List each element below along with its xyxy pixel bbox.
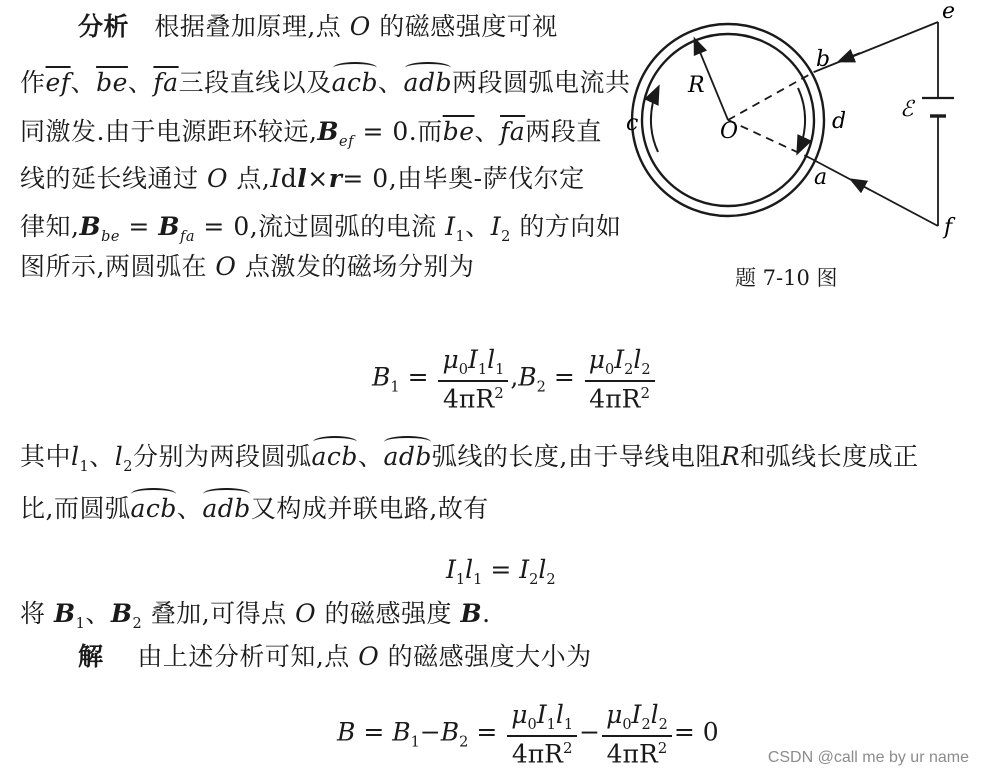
arc-acb: acb	[312, 440, 358, 474]
figure-caption: 题 7-10 图	[735, 266, 838, 290]
subscript-2: 2	[536, 379, 546, 396]
analysis-line-2	[20, 66, 630, 100]
dashed-line-oa	[728, 120, 810, 158]
point-o: O	[349, 12, 371, 41]
separator: 、	[176, 494, 203, 523]
analysis-line-1	[78, 10, 558, 44]
text-fragment: 两段直	[525, 117, 602, 146]
current-symbol: I	[445, 212, 456, 241]
subscript-1: 1	[455, 229, 466, 245]
segment-be: $\overline{be}$	[96, 68, 128, 97]
text-fragment: 三段直线以及	[178, 68, 332, 97]
text-fragment: 和弧线长度成正	[740, 442, 919, 471]
text-fragment: 作	[20, 68, 46, 97]
subscript-1: 1	[75, 616, 86, 632]
text-fragment: 根据叠加原理,点	[154, 12, 342, 41]
subscript-fa: fa	[179, 229, 195, 245]
label-e: e	[942, 0, 956, 24]
analysis-line-6	[20, 250, 474, 284]
b-symbol: B	[79, 212, 102, 241]
para2-line-1	[20, 440, 919, 484]
text-fragment: d	[280, 164, 298, 193]
subscript-1: 1	[79, 459, 90, 475]
label-b: b	[816, 47, 831, 72]
arc-adb: adb	[404, 66, 452, 100]
l-symbol: l	[114, 442, 124, 471]
vector-l: l	[297, 164, 308, 193]
segment-be: $\overline{be}$	[442, 117, 475, 146]
cross-sign: ×	[307, 164, 329, 193]
separator: 、	[89, 442, 115, 471]
text-fragment: 线的延长线通过	[20, 164, 199, 193]
segment-fa: $\overline{fa}$	[153, 68, 179, 97]
arc-adb: adb	[202, 492, 250, 526]
subscript-ef: ef	[339, 134, 354, 150]
point-o: O	[358, 642, 380, 671]
equation-b-total: $B = B_1-B_2$ = $\frac{\mu_0I_1l_1}{4\pi R^2}$ − $\frac{\mu_0I_2l_2}{4\pi R^2}$ = 0	[337, 700, 719, 769]
solution-heading: 解	[78, 642, 104, 671]
analysis-line-3	[20, 115, 602, 159]
separator: 、	[70, 68, 97, 97]
current-symbol: I	[270, 164, 281, 193]
wire-be	[814, 22, 938, 72]
vector-r: r	[328, 164, 343, 193]
separator: 、	[378, 68, 404, 97]
text-fragment: 其中	[20, 442, 72, 471]
label-d: d	[832, 109, 847, 134]
text-fragment: 的磁感强度可视	[379, 12, 558, 41]
equation-i1l1-i2l2: $I_1l_1 = I_2l_2$	[446, 555, 556, 588]
separator: 、	[357, 442, 384, 471]
text-fragment: = 0.而	[362, 117, 443, 146]
label-c: c	[626, 111, 639, 136]
fraction: $\frac{\mu_0I_2l_2}{4\pi R^2}$	[602, 700, 672, 768]
b-symbol: B	[317, 117, 340, 146]
arc-acb: acb	[332, 66, 378, 100]
subscript-be: be	[101, 229, 120, 245]
b-symbol: B	[53, 599, 76, 628]
fraction: $\frac{\mu_0I_1l_1}{4\pi R^2}$	[438, 345, 508, 413]
text-fragment: 点激发的磁场分别为	[244, 252, 475, 281]
text-fragment: 又构成并联电路,故有	[250, 494, 489, 523]
text-fragment: 点,	[236, 164, 271, 193]
text-fragment: 由上述分析可知,点	[137, 642, 350, 671]
label-r: R	[688, 73, 705, 98]
para2-line-2	[20, 492, 489, 526]
text-fragment: 的磁感强度	[324, 599, 453, 628]
b-symbol: B	[460, 599, 483, 628]
arc-acb: acb	[130, 492, 176, 526]
para3-line	[20, 597, 491, 641]
segment-fa: $\overline{fa}$	[500, 117, 526, 146]
text-fragment: 图所示,两圆弧在	[20, 252, 207, 281]
text-fragment: 将	[20, 599, 46, 628]
arc-current-arrow	[651, 88, 658, 152]
label-emf: ℰ	[900, 97, 914, 122]
text-fragment: 叠加,可得点	[150, 599, 287, 628]
arc-current-arrow	[798, 88, 805, 152]
separator: 、	[127, 68, 154, 97]
fraction: $\frac{\mu_0I_2l_2}{4\pi R^2}$	[585, 345, 655, 413]
wire-arrow	[840, 53, 860, 61]
text-fragment: 的方向如	[519, 212, 622, 241]
text-fragment: 两段圆弧电流共	[451, 68, 631, 97]
subscript-2: 2	[501, 229, 511, 245]
subscript-2: 2	[123, 459, 133, 475]
point-o: O	[206, 164, 228, 193]
analysis-line-4	[20, 162, 585, 196]
text-fragment: 比,而圆弧	[20, 494, 131, 523]
analysis-heading: 分析	[78, 12, 130, 41]
separator: 、	[85, 599, 111, 628]
label-o: O	[720, 119, 739, 144]
text-fragment: 的磁感强度大小为	[387, 642, 592, 671]
b-symbol: B	[110, 599, 133, 628]
l-symbol: l	[71, 442, 80, 471]
equals-sign: =	[553, 362, 575, 392]
r-symbol: R	[720, 442, 741, 471]
b-symbol: B	[372, 362, 391, 392]
equation-b1-b2	[372, 345, 657, 413]
segment-ef: $\overline{ef}$	[45, 68, 71, 97]
b-symbol: B	[158, 212, 180, 241]
text-fragment: = 0,流过圆弧的电流	[203, 212, 437, 241]
point-o: O	[295, 599, 317, 628]
arc-adb: adb	[383, 440, 431, 474]
comma: ,	[510, 362, 519, 392]
text-fragment: 弧线的长度,由于导线电阻	[431, 442, 721, 471]
equals-sign: =	[407, 362, 429, 392]
text-fragment: = 0,由毕奥-萨伐尔定	[342, 164, 585, 193]
fraction: $\frac{\mu_0I_1l_1}{4\pi R^2}$	[507, 700, 577, 768]
wire-arrow	[852, 180, 870, 190]
subscript-1: 1	[390, 379, 400, 396]
label-f: f	[944, 215, 953, 240]
period: .	[482, 599, 491, 628]
separator: 、	[465, 212, 491, 241]
solution-line	[78, 640, 592, 674]
current-symbol: I	[490, 212, 502, 241]
watermark: CSDN @call me by ur name	[767, 749, 969, 766]
b-symbol: B	[518, 362, 537, 392]
circuit-figure	[600, 0, 983, 260]
subscript-2: 2	[132, 616, 143, 632]
text-fragment: 分别为两段圆弧	[133, 442, 312, 471]
text-fragment: 同激发.由于电源距环较远,	[20, 117, 318, 146]
separator: 、	[474, 117, 501, 146]
analysis-line-5: 律知$,B_{be} = B_{fa} = 0$,流过圆弧的电流 $I_1$、$I_2$ 的方向如	[20, 212, 622, 245]
label-a: a	[814, 165, 828, 190]
wire-fa	[810, 158, 938, 226]
point-o: O	[215, 252, 237, 281]
text-fragment: 律知,	[20, 212, 80, 241]
